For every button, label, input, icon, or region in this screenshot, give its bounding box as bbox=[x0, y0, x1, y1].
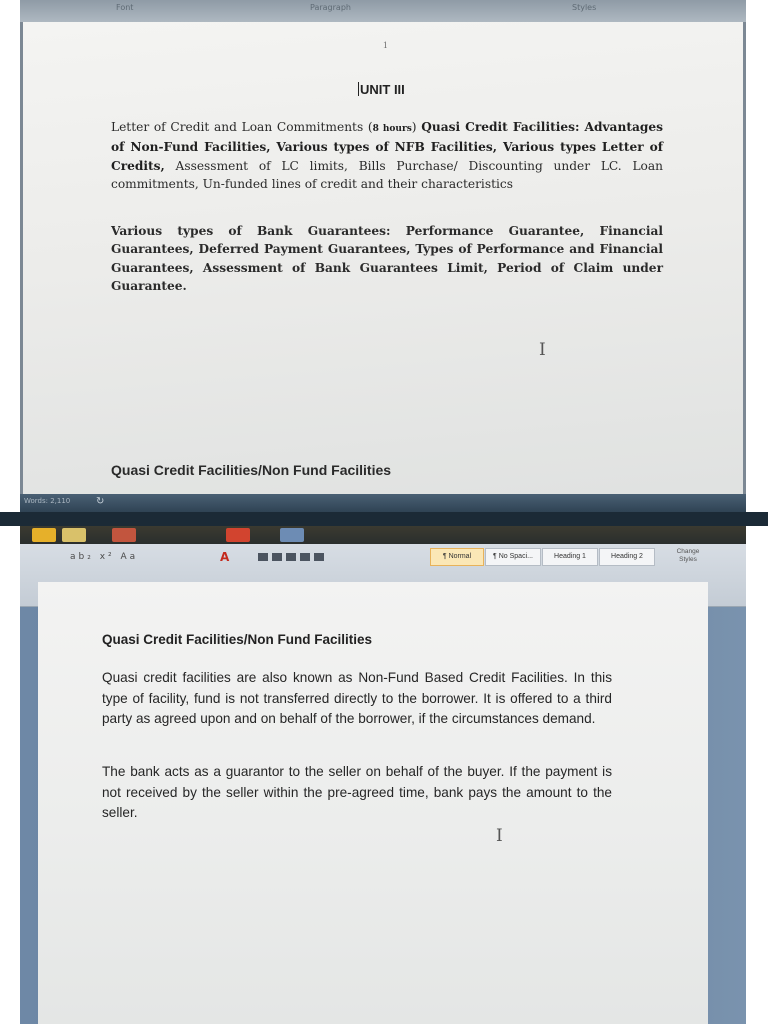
ribbon-group-labels bbox=[20, 0, 746, 23]
ibeam-cursor-icon: I bbox=[496, 826, 503, 846]
body-paragraph-2: The bank acts as a guarantor to the seller on behalf of the buyer. If the payment is not received by the seller within the pre-agreed time, bank pays the amount to the seller. bbox=[102, 764, 612, 820]
taskbar-app-icon[interactable] bbox=[112, 528, 136, 542]
photo-divider bbox=[0, 512, 768, 526]
page-number: 1 bbox=[383, 40, 388, 50]
ribbon-label-styles: Styles bbox=[572, 3, 597, 12]
style-no-spacing[interactable]: ¶ No Spaci... bbox=[485, 548, 541, 566]
taskbar-word-icon[interactable] bbox=[280, 528, 304, 542]
taskbar-folder-icon[interactable] bbox=[62, 528, 86, 542]
section-heading: Quasi Credit Facilities/Non Fund Facilities bbox=[102, 632, 373, 647]
para1-hours: 8 hours bbox=[372, 124, 412, 134]
para1-rest: Assessment of LC limits, Bills Purchase/ Discounting under LC. Loan commitments, Un-funded lines of credit and their characteristics bbox=[111, 158, 663, 191]
ibeam-cursor-icon: I bbox=[539, 340, 546, 360]
style-normal[interactable]: ¶ Normal bbox=[430, 548, 484, 566]
bottom-screen-photo bbox=[20, 526, 746, 1024]
word-count: Words: 2,110 bbox=[24, 497, 71, 505]
syllabus-paragraph-1 bbox=[111, 118, 663, 193]
text-cursor bbox=[358, 82, 359, 96]
para1-after-hours: ) bbox=[411, 120, 422, 134]
taskbar bbox=[20, 526, 746, 544]
change-styles-button[interactable]: Change Styles bbox=[676, 548, 700, 563]
style-heading-1[interactable]: Heading 1 bbox=[542, 548, 598, 566]
font-color-icon[interactable]: A bbox=[220, 550, 230, 564]
section-heading: Quasi Credit Facilities/Non Fund Facilities bbox=[111, 462, 392, 478]
taskbar-app-icon[interactable] bbox=[32, 528, 56, 542]
refresh-icon[interactable]: ↻ bbox=[96, 496, 105, 507]
status-bar bbox=[20, 494, 746, 512]
top-screen-photo bbox=[20, 0, 746, 512]
document-page[interactable] bbox=[23, 22, 743, 512]
body-paragraph-1: Quasi credit facilities are also known as Non-Fund Based Credit Facilities. In this type of facility, fund is not transferred directly to the borrower. It is offered to a third party as agreed upon and on behalf of the borrower, if the circumstances demand. bbox=[102, 670, 612, 726]
alignment-icons[interactable] bbox=[258, 553, 328, 561]
unit-title-text: UNIT III bbox=[360, 82, 405, 97]
para1-lead: Letter of Credit and Loan Commitments ( bbox=[111, 120, 373, 134]
ribbon-label-paragraph: Paragraph bbox=[310, 3, 351, 12]
unit-title bbox=[358, 82, 405, 97]
style-heading-2[interactable]: Heading 2 bbox=[599, 548, 655, 566]
ribbon-label-font: Font bbox=[116, 3, 134, 12]
para1-bold: Quasi Credit Facilities: Advantages of Non-Fund Facilities, Various types of NFB Facilities, Various types Letter of Credits, bbox=[111, 120, 663, 173]
taskbar-browser-icon[interactable] bbox=[226, 528, 250, 542]
font-tools[interactable]: ab₂ x² Aa bbox=[70, 552, 139, 562]
syllabus-paragraph-2: Various types of Bank Guarantees: Performance Guarantee, Financial Guarantees, Deferred Payment Guarantees, Types of Performance and Financial Guarantees, Assessment of Bank Guarantees Limit, Period of Claim under Guarantee. bbox=[111, 224, 663, 293]
